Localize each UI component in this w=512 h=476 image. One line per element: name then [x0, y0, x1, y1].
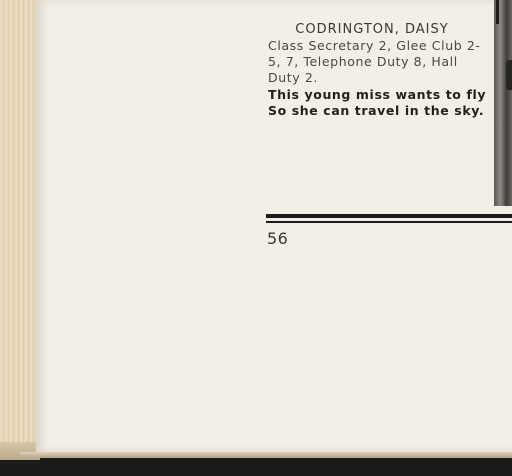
footer-rule-thin [266, 221, 512, 223]
footer-rule-thick [266, 214, 512, 218]
page-number: 56 [267, 229, 289, 248]
student-activities: Class Secretary 2, Glee Club 2-5, 7, Telephone Duty 8, Hall Duty 2. [268, 38, 481, 85]
student-entry [268, 21, 490, 119]
page-edges [0, 0, 40, 460]
student-verse [268, 87, 490, 119]
verse-line-1: This young miss wants to fly [268, 87, 487, 102]
page-bottom-edge [20, 452, 512, 458]
student-name: CODRINGTON, DAISY [295, 22, 449, 37]
student-photo-edge [494, 0, 512, 206]
verse-line-2: So she can travel in the sky. [268, 103, 485, 118]
